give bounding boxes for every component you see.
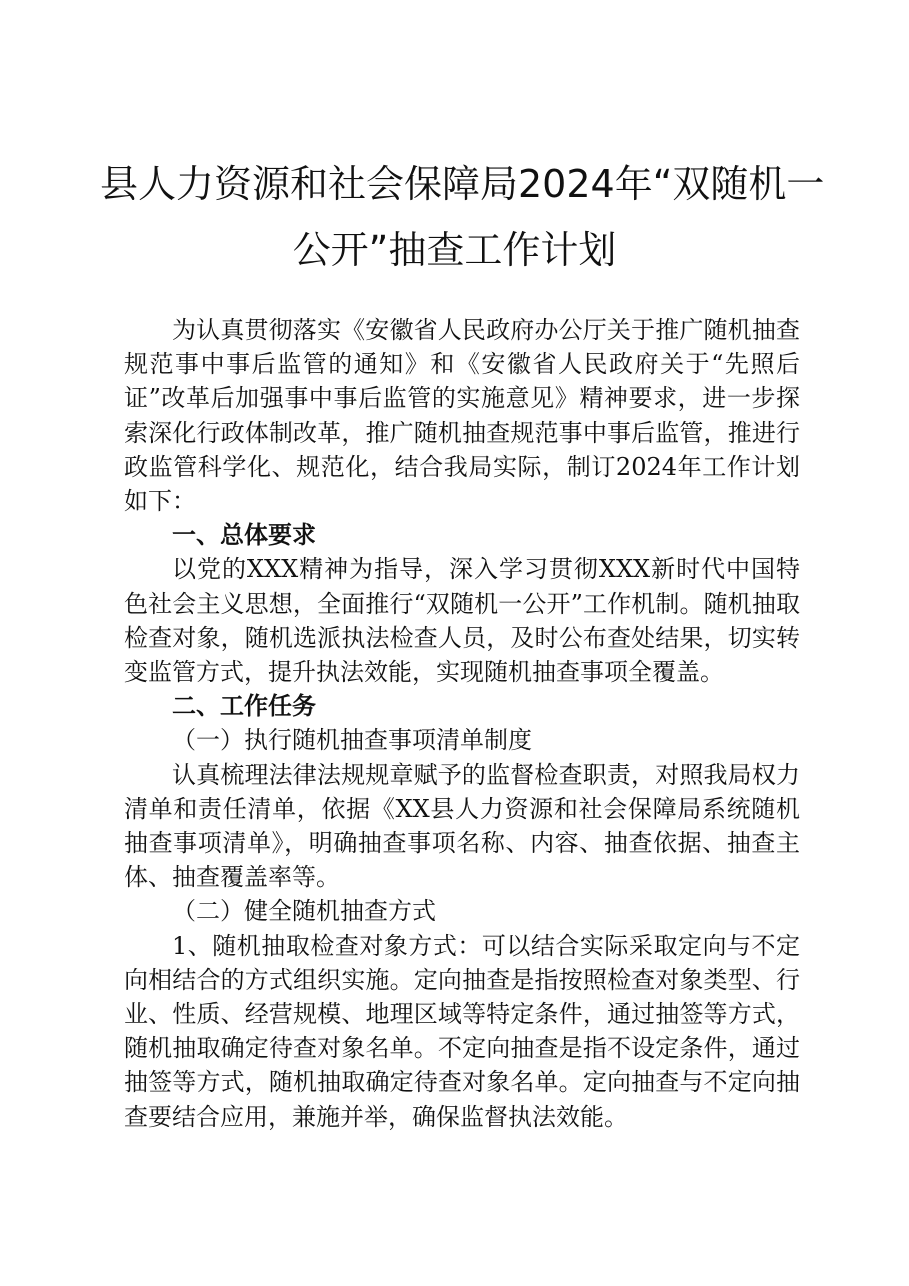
subsection-heading-methods: （二）健全随机抽查方式 — [172, 897, 436, 926]
document-body — [124, 313, 800, 1134]
subsection-paragraph-methods-item1: 1、随机抽取检查对象方式：可以结合实际采取定向与不定向相结合的方式组织实施。定向抽查是指按照检查对象类型、行业、性质、经营规模、地理区域等特定条件，通过抽签等方式，随机抽取确定待查对象名单。不定向抽查是指不设定条件，通过抽签等方式，随机抽取确定待查对象名单。定向抽查与不定向抽查要结合应用，兼施并举，确保监督执法效能。 — [124, 931, 800, 1131]
document-title-line1: 县人力资源和社会保障局2024年“双随机一 — [100, 162, 825, 206]
section-paragraph-general-requirements: 以党的XXX精神为指导，深入学习贯彻XXX新时代中国特色社会主义思想，全面推行“双随机一公开”工作机制。随机抽取检查对象，随机选派执法检查人员，及时公布查处结果，切实转变监管方式，提升执法效能，实现随机抽查事项全覆盖。 — [124, 555, 800, 687]
section-heading-general-requirements: 一、总体要求 — [172, 521, 316, 550]
document-title-line2: 公开”抽查工作计划 — [292, 228, 617, 272]
subsection-heading-checklist: （一）执行随机抽查事项清单制度 — [172, 726, 532, 755]
section-heading-tasks: 二、工作任务 — [172, 692, 316, 721]
subsection-paragraph-checklist: 认真梳理法律法规规章赋予的监督检查职责，对照我局权力清单和责任清单，依据《XX县人力资源和社会保障局系统随机抽查事项清单》，明确抽查事项名称、内容、抽查依据、抽查主体、抽查覆盖率等。 — [124, 760, 800, 892]
intro-paragraph: 为认真贯彻落实《安徽省人民政府办公厅关于推广随机抽查规范事中事后监管的通知》和《安徽省人民政府关于“先照后证”改革后加强事中事后监管的实施意见》精神要求，进一步探索深化行政体制改革，推广随机抽查规范事中事后监管，推进行政监管科学化、规范化，结合我局实际，制订2024年工作计划如下： — [124, 316, 800, 516]
